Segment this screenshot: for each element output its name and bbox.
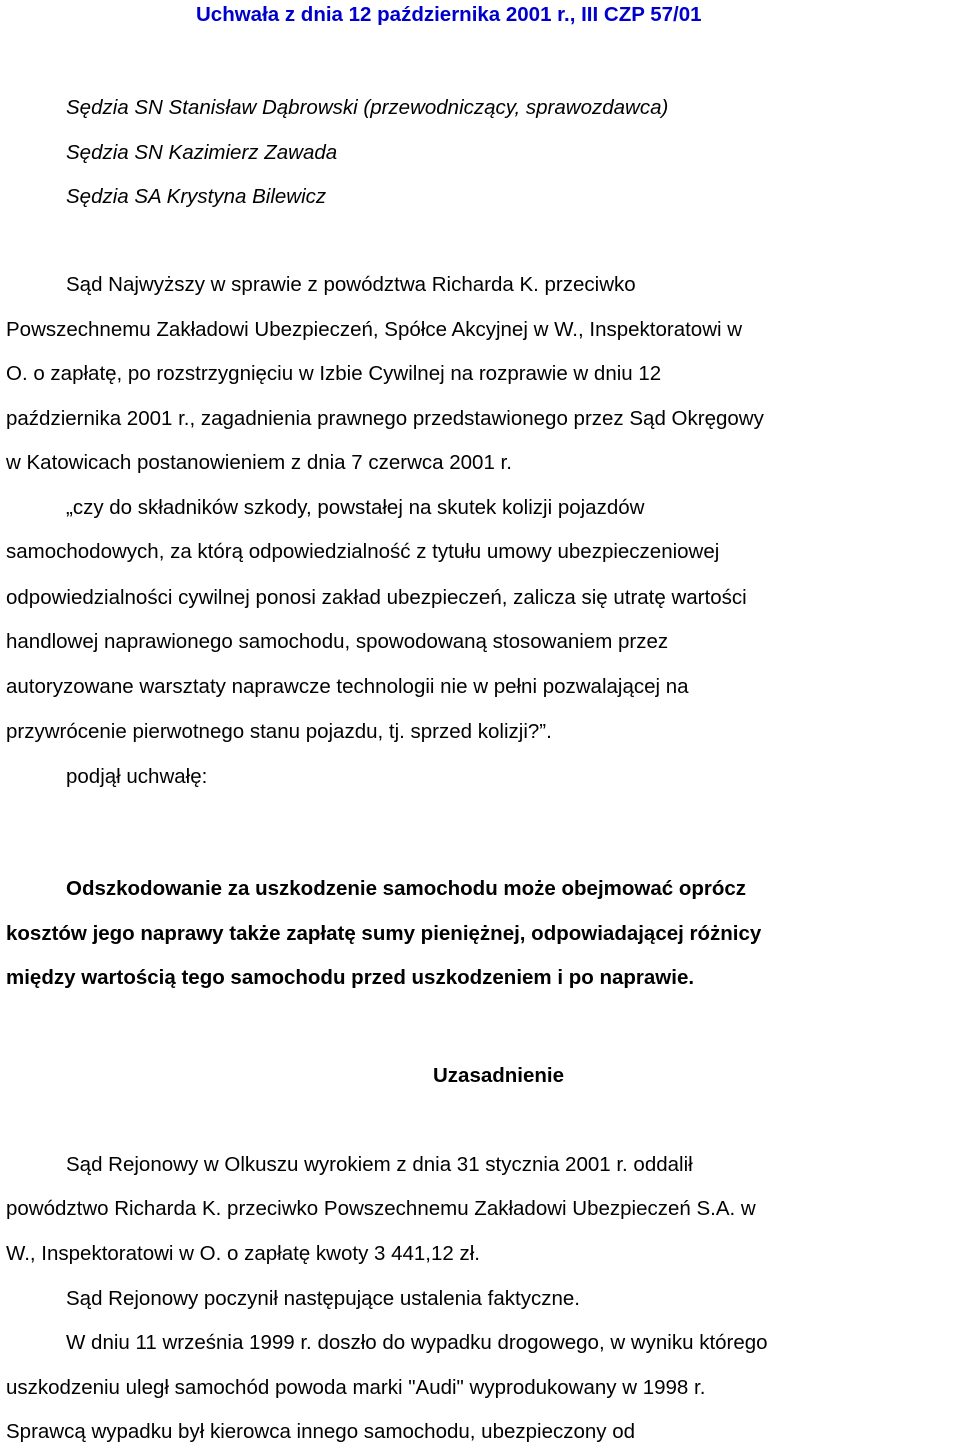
reasons-heading: Uzasadnienie — [433, 1064, 565, 1087]
reasons-line-1: Sąd Rejonowy w Olkuszu wyrokiem z dnia 31 stycznia 2001 r. oddalił — [66, 1153, 693, 1176]
reasons-line-5: W dniu 11 września 1999 r. doszło do wypadku drogowego, w wyniku którego — [66, 1331, 768, 1354]
question-line-5: autoryzowane warsztaty naprawcze technologii nie w pełni pozwalającej na — [6, 675, 689, 698]
document-title: Uchwała z dnia 12 października 2001 r., III CZP 57/01 — [196, 3, 702, 26]
question-line-2: samochodowych, za którą odpowiedzialność z tytułu umowy ubezpieczeniowej — [6, 540, 720, 563]
intro-line-4: października 2001 r., zagadnienia prawnego przedstawionego przez Sąd Okręgowy — [6, 407, 764, 430]
judge-3: Sędzia SA Krystyna Bilewicz — [66, 185, 327, 208]
intro-line-1: Sąd Najwyższy w sprawie z powództwa Richarda K. przeciwko — [66, 273, 636, 296]
judge-1: Sędzia SN Stanisław Dąbrowski (przewodniczący, sprawozdawca) — [66, 96, 669, 119]
reasons-line-6: uszkodzeniu uległ samochód powoda marki "Audi" wyprodukowany w 1998 r. — [6, 1376, 706, 1399]
resolved-label: podjął uchwałę: — [66, 765, 208, 788]
judge-2: Sędzia SN Kazimierz Zawada — [66, 141, 338, 164]
reasons-line-3: W., Inspektoratowi w O. o zapłatę kwoty 3 441,12 zł. — [6, 1242, 481, 1265]
intro-line-3: O. o zapłatę, po rozstrzygnięciu w Izbie Cywilnej na rozprawie w dniu 12 — [6, 362, 662, 385]
reasons-line-7: Sprawcą wypadku był kierowca innego samochodu, ubezpieczony od — [6, 1420, 636, 1443]
question-line-1: „czy do składników szkody, powstałej na skutek kolizji pojazdów — [66, 496, 645, 519]
thesis-line-2: kosztów jego naprawy także zapłatę sumy pieniężnej, odpowiadającej różnicy — [6, 922, 762, 945]
question-line-6: przywrócenie pierwotnego stanu pojazdu, tj. sprzed kolizji?”. — [6, 720, 552, 743]
thesis-line-1: Odszkodowanie za uszkodzenie samochodu może obejmować oprócz — [66, 877, 747, 900]
question-line-4: handlowej naprawionego samochodu, spowodowaną stosowaniem przez — [6, 630, 669, 653]
intro-line-2: Powszechnemu Zakładowi Ubezpieczeń, Spółce Akcyjnej w W., Inspektoratowi w — [6, 318, 743, 341]
reasons-line-2: powództwo Richarda K. przeciwko Powszechnemu Zakładowi Ubezpieczeń S.A. w — [6, 1197, 756, 1220]
thesis-line-3: między wartością tego samochodu przed uszkodzeniem i po naprawie. — [6, 966, 695, 989]
reasons-line-4: Sąd Rejonowy poczynił następujące ustalenia faktyczne. — [66, 1287, 580, 1310]
question-line-3: odpowiedzialności cywilnej ponosi zakład ubezpieczeń, zalicza się utratę wartości — [6, 586, 747, 609]
intro-line-5: w Katowicach postanowieniem z dnia 7 czerwca 2001 r. — [6, 451, 512, 474]
